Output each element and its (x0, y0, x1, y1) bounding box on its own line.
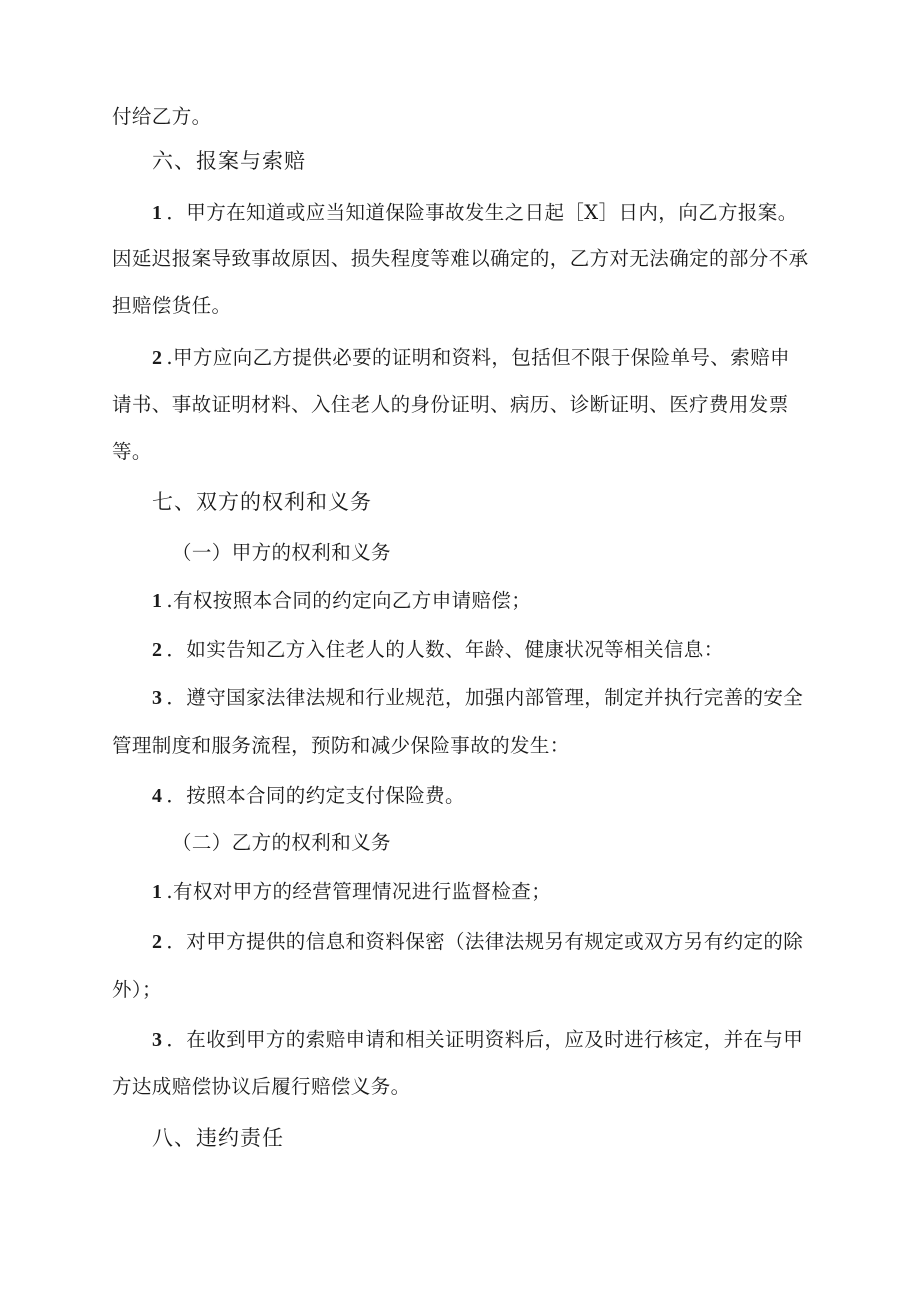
party-b-item-1 (152, 876, 551, 904)
clause-text: ．遵守国家法律法规和行业规范，加强内部管理，制定并执行完善的安全 (166, 686, 804, 709)
party-a-item-3-line-1 (152, 682, 803, 710)
party-b-item-3-line-2: 方达成赔偿协议后履行赔偿义务。 (112, 1075, 411, 1098)
clause-number: 4 (152, 785, 163, 807)
party-b-item-2-line-2: 外）； (112, 978, 162, 1001)
subsection-heading-party-b: （二）乙方的权利和义务 (172, 831, 391, 854)
party-a-item-3-line-2: 管理制度和服务流程，预防和减少保险事故的发生： (112, 734, 570, 757)
clause-text: .有权按照本合同的约定向乙方申请赔偿； (166, 589, 532, 612)
clause-6-2-line-2: 请书、事故证明材料、入住老人的身份证明、病历、诊断证明、医疗费用发票 (112, 393, 789, 416)
clause-6-2-line-3: 等。 (112, 440, 152, 463)
party-a-item-1 (152, 585, 531, 613)
clause-6-2-line-1 (152, 342, 790, 370)
section-heading-7: 七、双方的权利和义务 (152, 490, 372, 514)
section-heading-8: 八、违约责任 (152, 1126, 284, 1150)
subsection-heading-party-a: （一）甲方的权利和义务 (172, 541, 391, 564)
clause-number: 3 (152, 1029, 163, 1051)
party-a-item-4 (152, 780, 465, 808)
clause-text: ．按照本合同的约定支付保险费。 (166, 784, 465, 807)
clause-text: ．在收到甲方的索赔申请和相关证明资料后，应及时进行核定，并在与甲 (166, 1028, 804, 1051)
party-b-item-3-line-1 (152, 1024, 803, 1052)
clause-text: ．如实告知乙方入住老人的人数、年龄、健康状况等相关信息： (166, 638, 724, 661)
clause-text: .甲方应向乙方提供必要的证明和资料，包括但不限于保险单号、索赔申 (166, 346, 790, 369)
clause-number: 2 (152, 639, 163, 661)
clause-text: ．甲方在知道或应当知道保险事故发生之日起［X］日内，向乙方报案。 (166, 201, 798, 224)
section-heading-6: 六、报案与索赔 (152, 149, 306, 173)
clause-6-1-line-2: 因延迟报案导致事故原因、损失程度等难以确定的，乙方对无法确定的部分不承 (112, 247, 809, 270)
clause-number: 2 (152, 347, 163, 369)
clause-text: .有权对甲方的经营管理情况进行监督检查； (166, 880, 552, 903)
clause-6-1-line-3: 担赔偿货任。 (112, 294, 232, 317)
party-b-item-2-line-1 (152, 926, 803, 954)
clause-number: 3 (152, 687, 163, 709)
clause-6-1-line-1 (152, 197, 798, 225)
clause-number: 1 (152, 881, 163, 903)
clause-text: ．对甲方提供的信息和资料保密（法律法规另有规定或双方另有约定的除 (166, 930, 804, 953)
paragraph-continuation: 付给乙方。 (112, 105, 212, 128)
clause-number: 2 (152, 931, 163, 953)
clause-number: 1 (152, 202, 163, 224)
party-a-item-2 (152, 634, 724, 662)
clause-number: 1 (152, 590, 163, 612)
